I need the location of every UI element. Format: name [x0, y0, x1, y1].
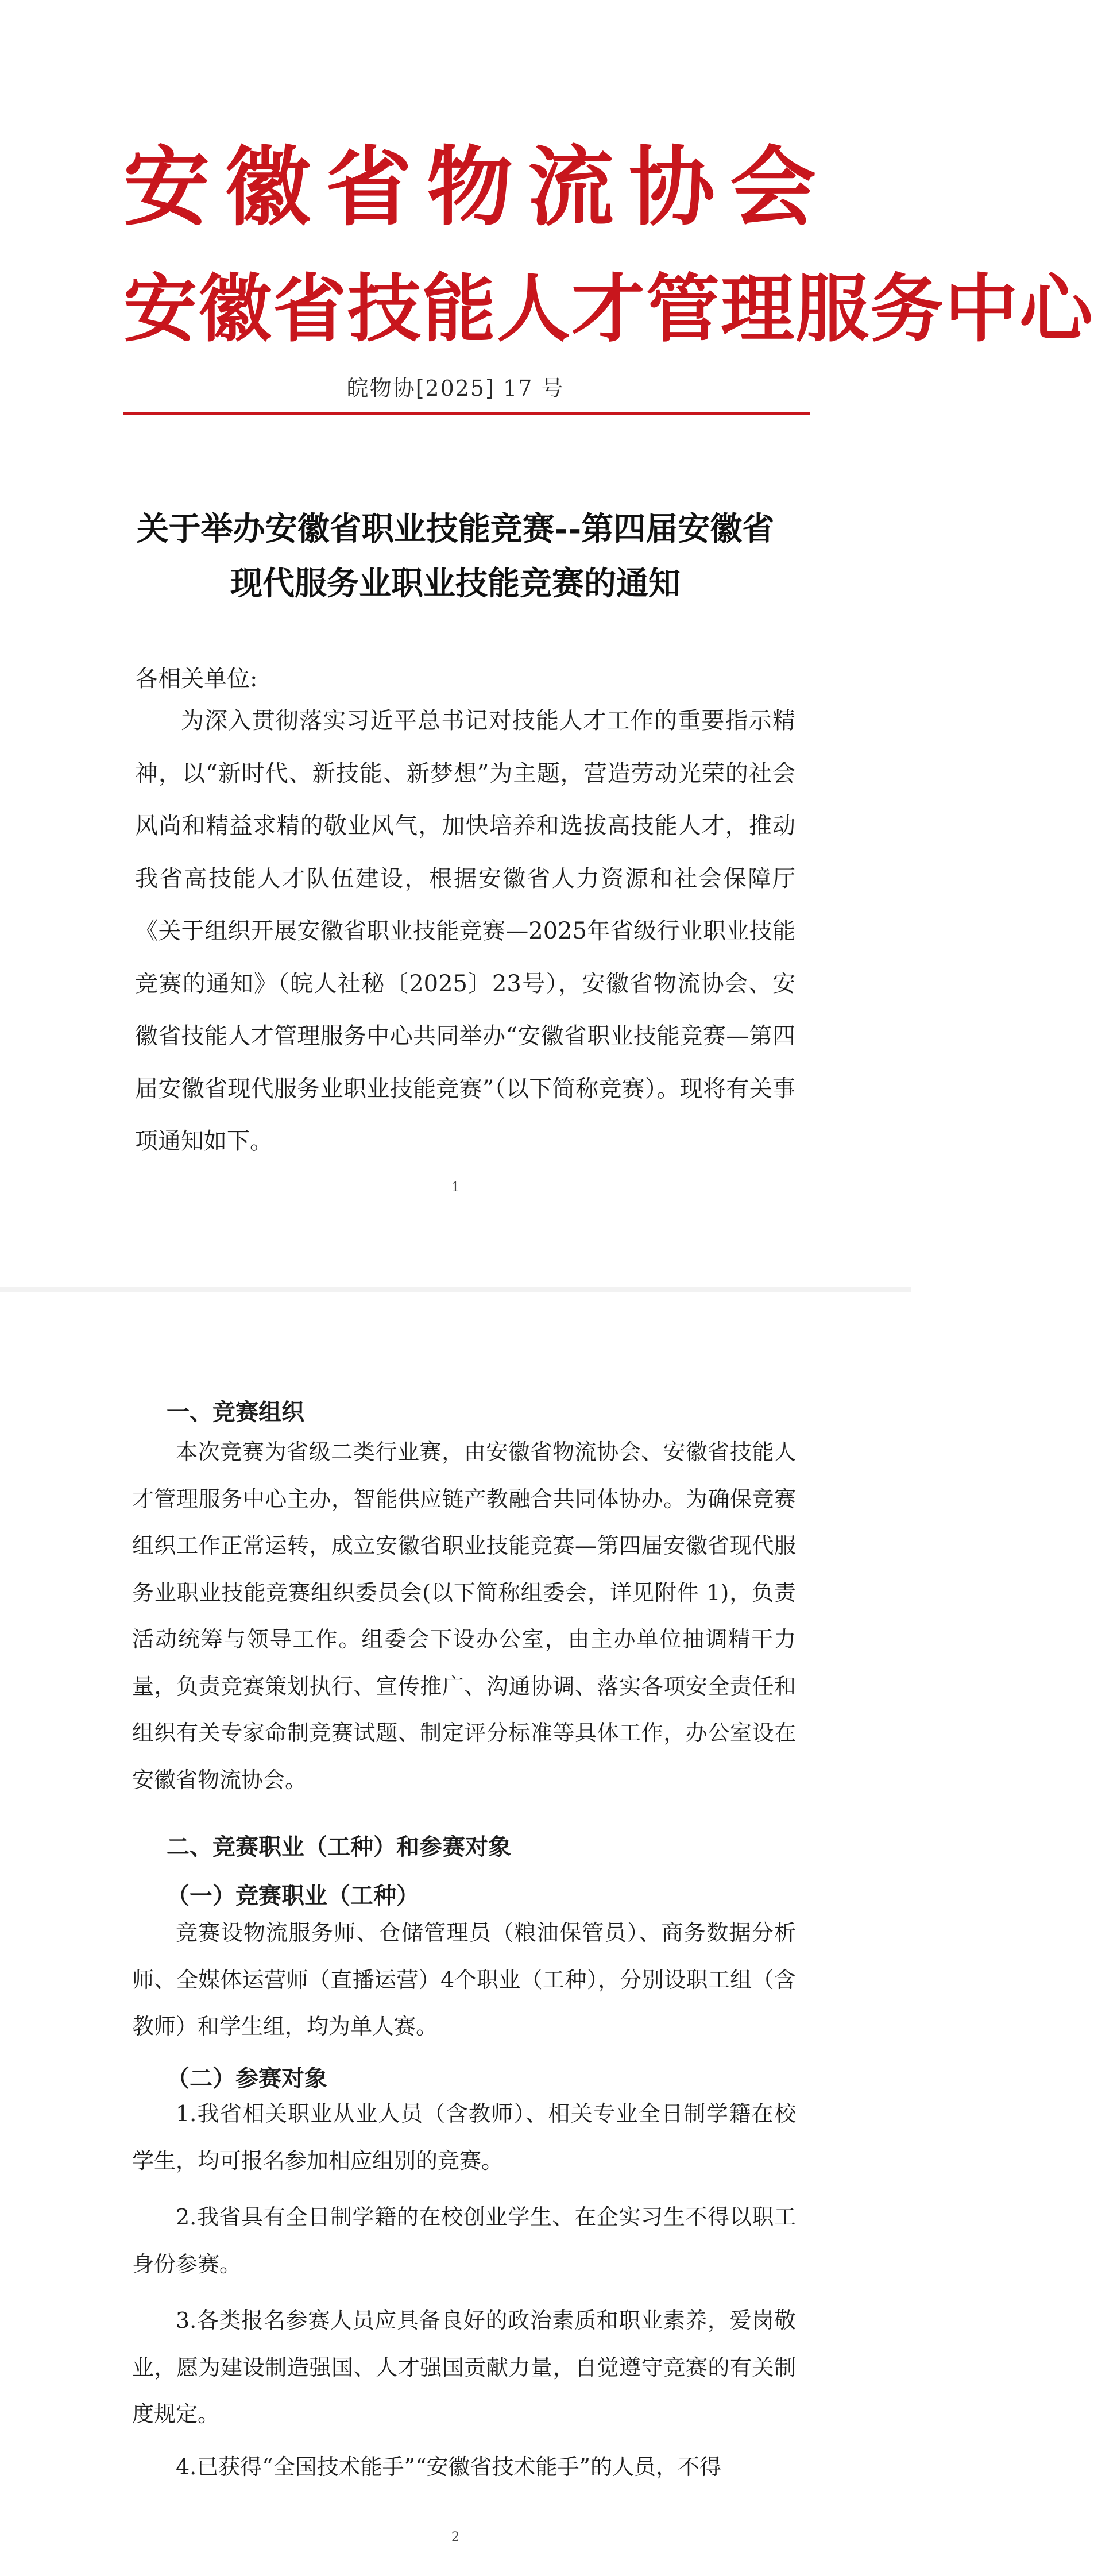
page-number: 1 [451, 1180, 459, 1195]
page-gap [0, 1287, 911, 1292]
page-1 [0, 0, 1094, 1287]
page-2 [0, 1292, 911, 2576]
section-2-heading: 二、竞赛职业（工种）和参赛对象 [167, 1833, 511, 1860]
list-item: 3.各类报名参赛人员应具备良好的政治素质和职业素养，爱岗敬业，愿为建设制造强国、人才强国贡献力量，自觉遵守竞赛的有关制度规定。 [132, 2308, 796, 2427]
section-1-body: 本次竞赛为省级二类行业赛，由安徽省物流协会、安徽省技能人才管理服务中心主办，智能供应链产教融合共同体协办。为确保竞赛组织工作正常运转，成立安徽省职业技能竞赛—第四届安徽省现代服务业职业技能竞赛组织委员会(以下简称组委会，详见附件 1)，负责活动统筹与领导工作。组委会下设办公室，由主办单位抽调精干力量，负责竞赛策划执行、宣传推广、沟通协调、落实各项安全责任和组织有关专家命制竞赛试题、制定评分标准等具体工作，办公室设在安徽省物流协会。 [132, 1439, 796, 1793]
notice-title-line-1: 关于举办安徽省职业技能竞赛--第四届安徽省 [136, 510, 775, 548]
intro-paragraph: 为深入贯彻落实习近平总书记对技能人才工作的重要指示精神，以“新时代、新技能、新梦想”为主题，营造劳动光荣的社会风尚和精益求精的敬业风气，加快培养和选拔高技能人才，推动我省高技能人才队伍建设，根据安徽省人力资源和社会保障厅《关于组织开展安徽省职业技能竞赛—2025年省级行业职业技能竞赛的通知》（皖人社秘〔2025〕23号），安徽省物流协会、安徽省技能人才管理服务中心共同举办“安徽省职业技能竞赛—第四届安徽省现代服务业职业技能竞赛”（以下简称竞赛）。现将有关事项通知如下。 [135, 708, 795, 1154]
issuer-org-1: 安徽省物流协会 [123, 137, 832, 238]
document-number: 皖物协[2025] 17 号 [346, 376, 565, 401]
list-item: 4.已获得“全国技术能手”“安徽省技术能手”的人员，不得 [176, 2454, 721, 2480]
subsection-2-heading: （二）参赛对象 [167, 2065, 327, 2092]
notice-title-line-2: 现代服务业职业技能竞赛的通知 [230, 565, 681, 603]
section-1-heading: 一、竞赛组织 [167, 1399, 304, 1426]
issuer-org-2: 安徽省技能人才管理服务中心 [123, 266, 1094, 352]
subsection-1-heading: （一）竞赛职业（工种） [167, 1882, 419, 1909]
page-number: 2 [451, 2530, 459, 2544]
salutation: 各相关单位: [135, 666, 258, 692]
subsection-1-body: 竞赛设物流服务师、仓储管理员（粮油保管员）、商务数据分析师、全媒体运营师（直播运营）4个职业（工种），分别设职工组（含教师）和学生组，均为单人赛。 [132, 1920, 796, 2039]
list-item: 1.我省相关职业从业人员（含教师）、相关专业全日制学籍在校学生，均可报名参加相应组别的竞赛。 [132, 2101, 796, 2173]
list-item: 2.我省具有全日制学籍的在校创业学生、在企实习生不得以职工身份参赛。 [132, 2204, 796, 2277]
red-header-rule [123, 412, 810, 415]
